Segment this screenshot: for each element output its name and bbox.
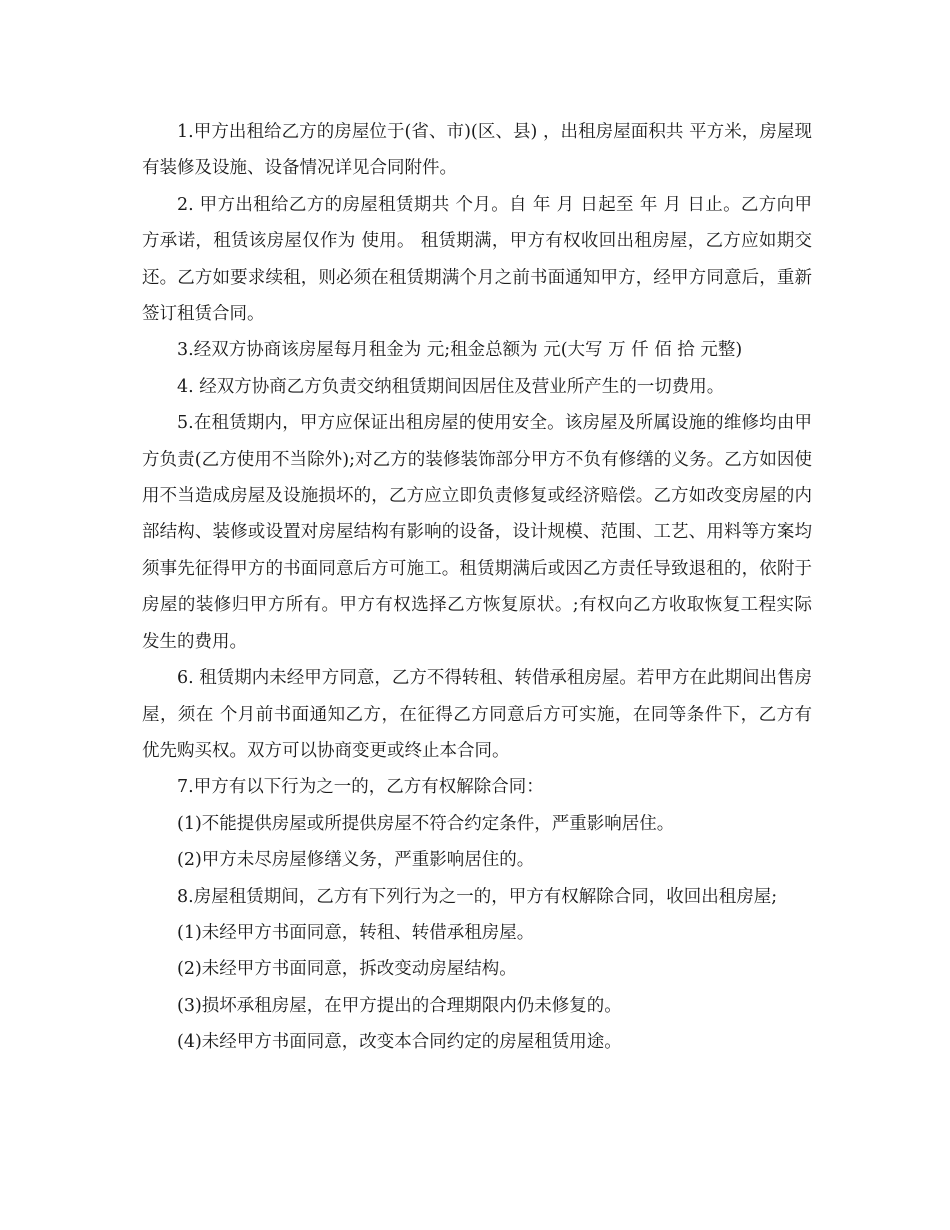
clause-7-item-1: (1)不能提供房屋或所提供房屋不符合约定条件，严重影响居住。 (177, 813, 675, 834)
clause-8-item-4: (4)未经甲方书面同意，改变本合同约定的房屋租赁用途。 (177, 1032, 622, 1053)
clause-8-landlord-termination: 8.房屋租赁期间，乙方有下列行为之一的，甲方有权解除合同，收回出租房屋; (177, 886, 778, 907)
clause-7-item-2: (2)甲方未尽房屋修缮义务，严重影响居住的。 (177, 850, 535, 871)
clause-7-tenant-termination: 7.甲方有以下行为之一的，乙方有权解除合同： (177, 777, 544, 798)
clause-5-maintenance: 5.在租赁期内，甲方应保证出租房屋的使用安全。该房屋及所属设施的维修均由甲方负责(乙方使用不当除外);对乙方的装修装饰部分甲方不负有修缮的义务。乙方如因使用不当造成房屋及设施损坏的，乙方应立即负责修复或经济赔偿。乙方如改变房屋的内部结构、装修或设置对房屋结构有影响的设备，设计规模、范围、工艺、用料等方案均须事先征得甲方的书面同意后方可施工。租赁期满后或因乙方责任导致退租的，依附于房屋的装修归甲方所有。甲方有权选择乙方恢复原状。;有权向乙方收取恢复工程实际发生的费用。 (142, 413, 812, 652)
clause-8-item-3: (3)损坏承租房屋，在甲方提出的合理期限内仍未修复的。 (177, 995, 622, 1016)
clause-1-premises: 1.甲方出租给乙方的房屋位于(省、市)(区、县) ，出租房屋面积共 平方米，房屋现有装修及设施、设备情况详见合同附件。 (142, 122, 812, 179)
document-page (142, 114, 812, 1061)
clause-4-expenses: 4. 经双方协商乙方负责交纳租赁期间因居住及营业所产生的一切费用。 (177, 376, 725, 397)
clause-6-sublease: 6. 租赁期内未经甲方同意，乙方不得转租、转借承租房屋。若甲方在此期间出售房屋，须在 个月前书面通知乙方，在征得乙方同意后方可实施，在同等条件下，乙方有优先购买权。双方可以协商变更或终止本合同。 (142, 668, 812, 761)
clause-3-rent: 3.经双方协商该房屋每月租金为 元;租金总额为 元(大写 万 仟 佰 拾 元整) (177, 340, 743, 361)
clause-8-item-2: (2)未经甲方书面同意，拆改变动房屋结构。 (177, 959, 517, 980)
clause-2-lease-term: 2. 甲方出租给乙方的房屋租赁期共 个月。自 年 月 日起至 年 月 日止。乙方向甲方承诺，租赁该房屋仅作为 使用。 租赁期满，甲方有权收回出租房屋，乙方应如期交还。乙方如要求续租，则必须在租赁期满个月之前书面通知甲方，经甲方同意后，重新签订租赁合同。 (142, 194, 812, 325)
clause-8-item-1: (1)未经甲方书面同意，转租、转借承租房屋。 (177, 922, 535, 943)
